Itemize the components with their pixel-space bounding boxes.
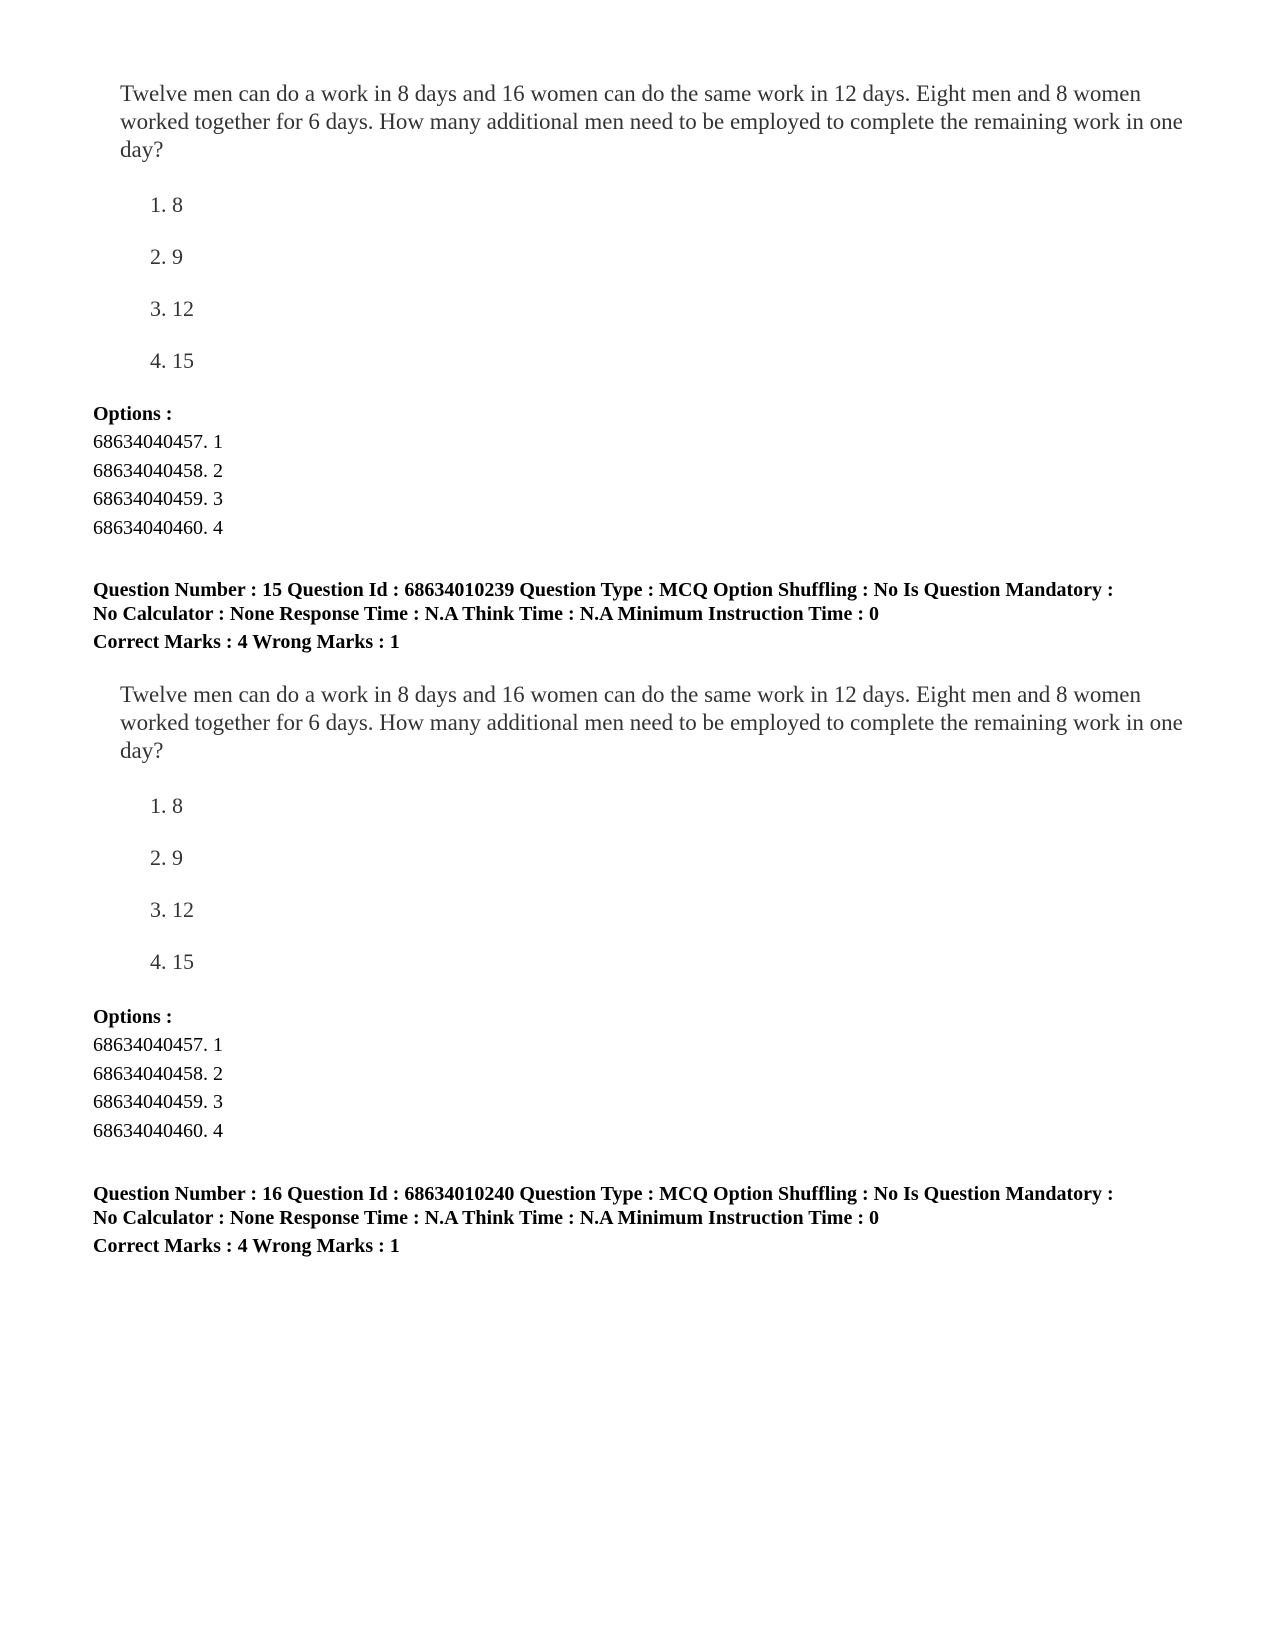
marks-line: Correct Marks : 4 Wrong Marks : 1 bbox=[93, 631, 400, 653]
answer-choice: 2. 9 bbox=[150, 244, 183, 269]
question-meta-line: Question Number : 15 Question Id : 68634010239 Question Type : MCQ Option Shuffling : No Is Question Mandatory : bbox=[93, 579, 1114, 601]
options-label: Options : bbox=[93, 1006, 173, 1028]
option-id-line: 68634040457. 1 bbox=[93, 1034, 223, 1056]
question-meta-line: Question Number : 16 Question Id : 68634010240 Question Type : MCQ Option Shuffling : No Is Question Mandatory : bbox=[93, 1183, 1114, 1205]
question-text: Twelve men can do a work in 8 days and 16 women can do the same work in 12 days. Eight men and 8 women worked together for 6 days. How many additional men need to be employed to complete the remaining work in one day? bbox=[120, 81, 1183, 162]
marks-line: Correct Marks : 4 Wrong Marks : 1 bbox=[93, 1235, 400, 1257]
answer-choice: 4. 15 bbox=[150, 949, 194, 974]
answer-choice: 3. 12 bbox=[150, 296, 194, 321]
answer-choice: 2. 9 bbox=[150, 845, 183, 870]
option-id-line: 68634040459. 3 bbox=[93, 488, 223, 510]
answer-choice: 3. 12 bbox=[150, 897, 194, 922]
option-id-line: 68634040460. 4 bbox=[93, 517, 223, 539]
option-id-line: 68634040458. 2 bbox=[93, 1063, 223, 1085]
answer-choice: 1. 8 bbox=[150, 793, 183, 818]
option-id-line: 68634040457. 1 bbox=[93, 431, 223, 453]
options-label: Options : bbox=[93, 403, 173, 425]
question-meta-line: No Calculator : None Response Time : N.A Think Time : N.A Minimum Instruction Time : 0 bbox=[93, 603, 879, 625]
option-id-line: 68634040458. 2 bbox=[93, 460, 223, 482]
question-text: Twelve men can do a work in 8 days and 16 women can do the same work in 12 days. Eight men and 8 women worked together for 6 days. How many additional men need to be employed to complete the remaining work in one day? bbox=[120, 682, 1183, 763]
answer-choice: 4. 15 bbox=[150, 348, 194, 373]
option-id-line: 68634040459. 3 bbox=[93, 1091, 223, 1113]
question-meta-line: No Calculator : None Response Time : N.A Think Time : N.A Minimum Instruction Time : 0 bbox=[93, 1207, 879, 1229]
option-id-line: 68634040460. 4 bbox=[93, 1120, 223, 1142]
answer-choice: 1. 8 bbox=[150, 192, 183, 217]
